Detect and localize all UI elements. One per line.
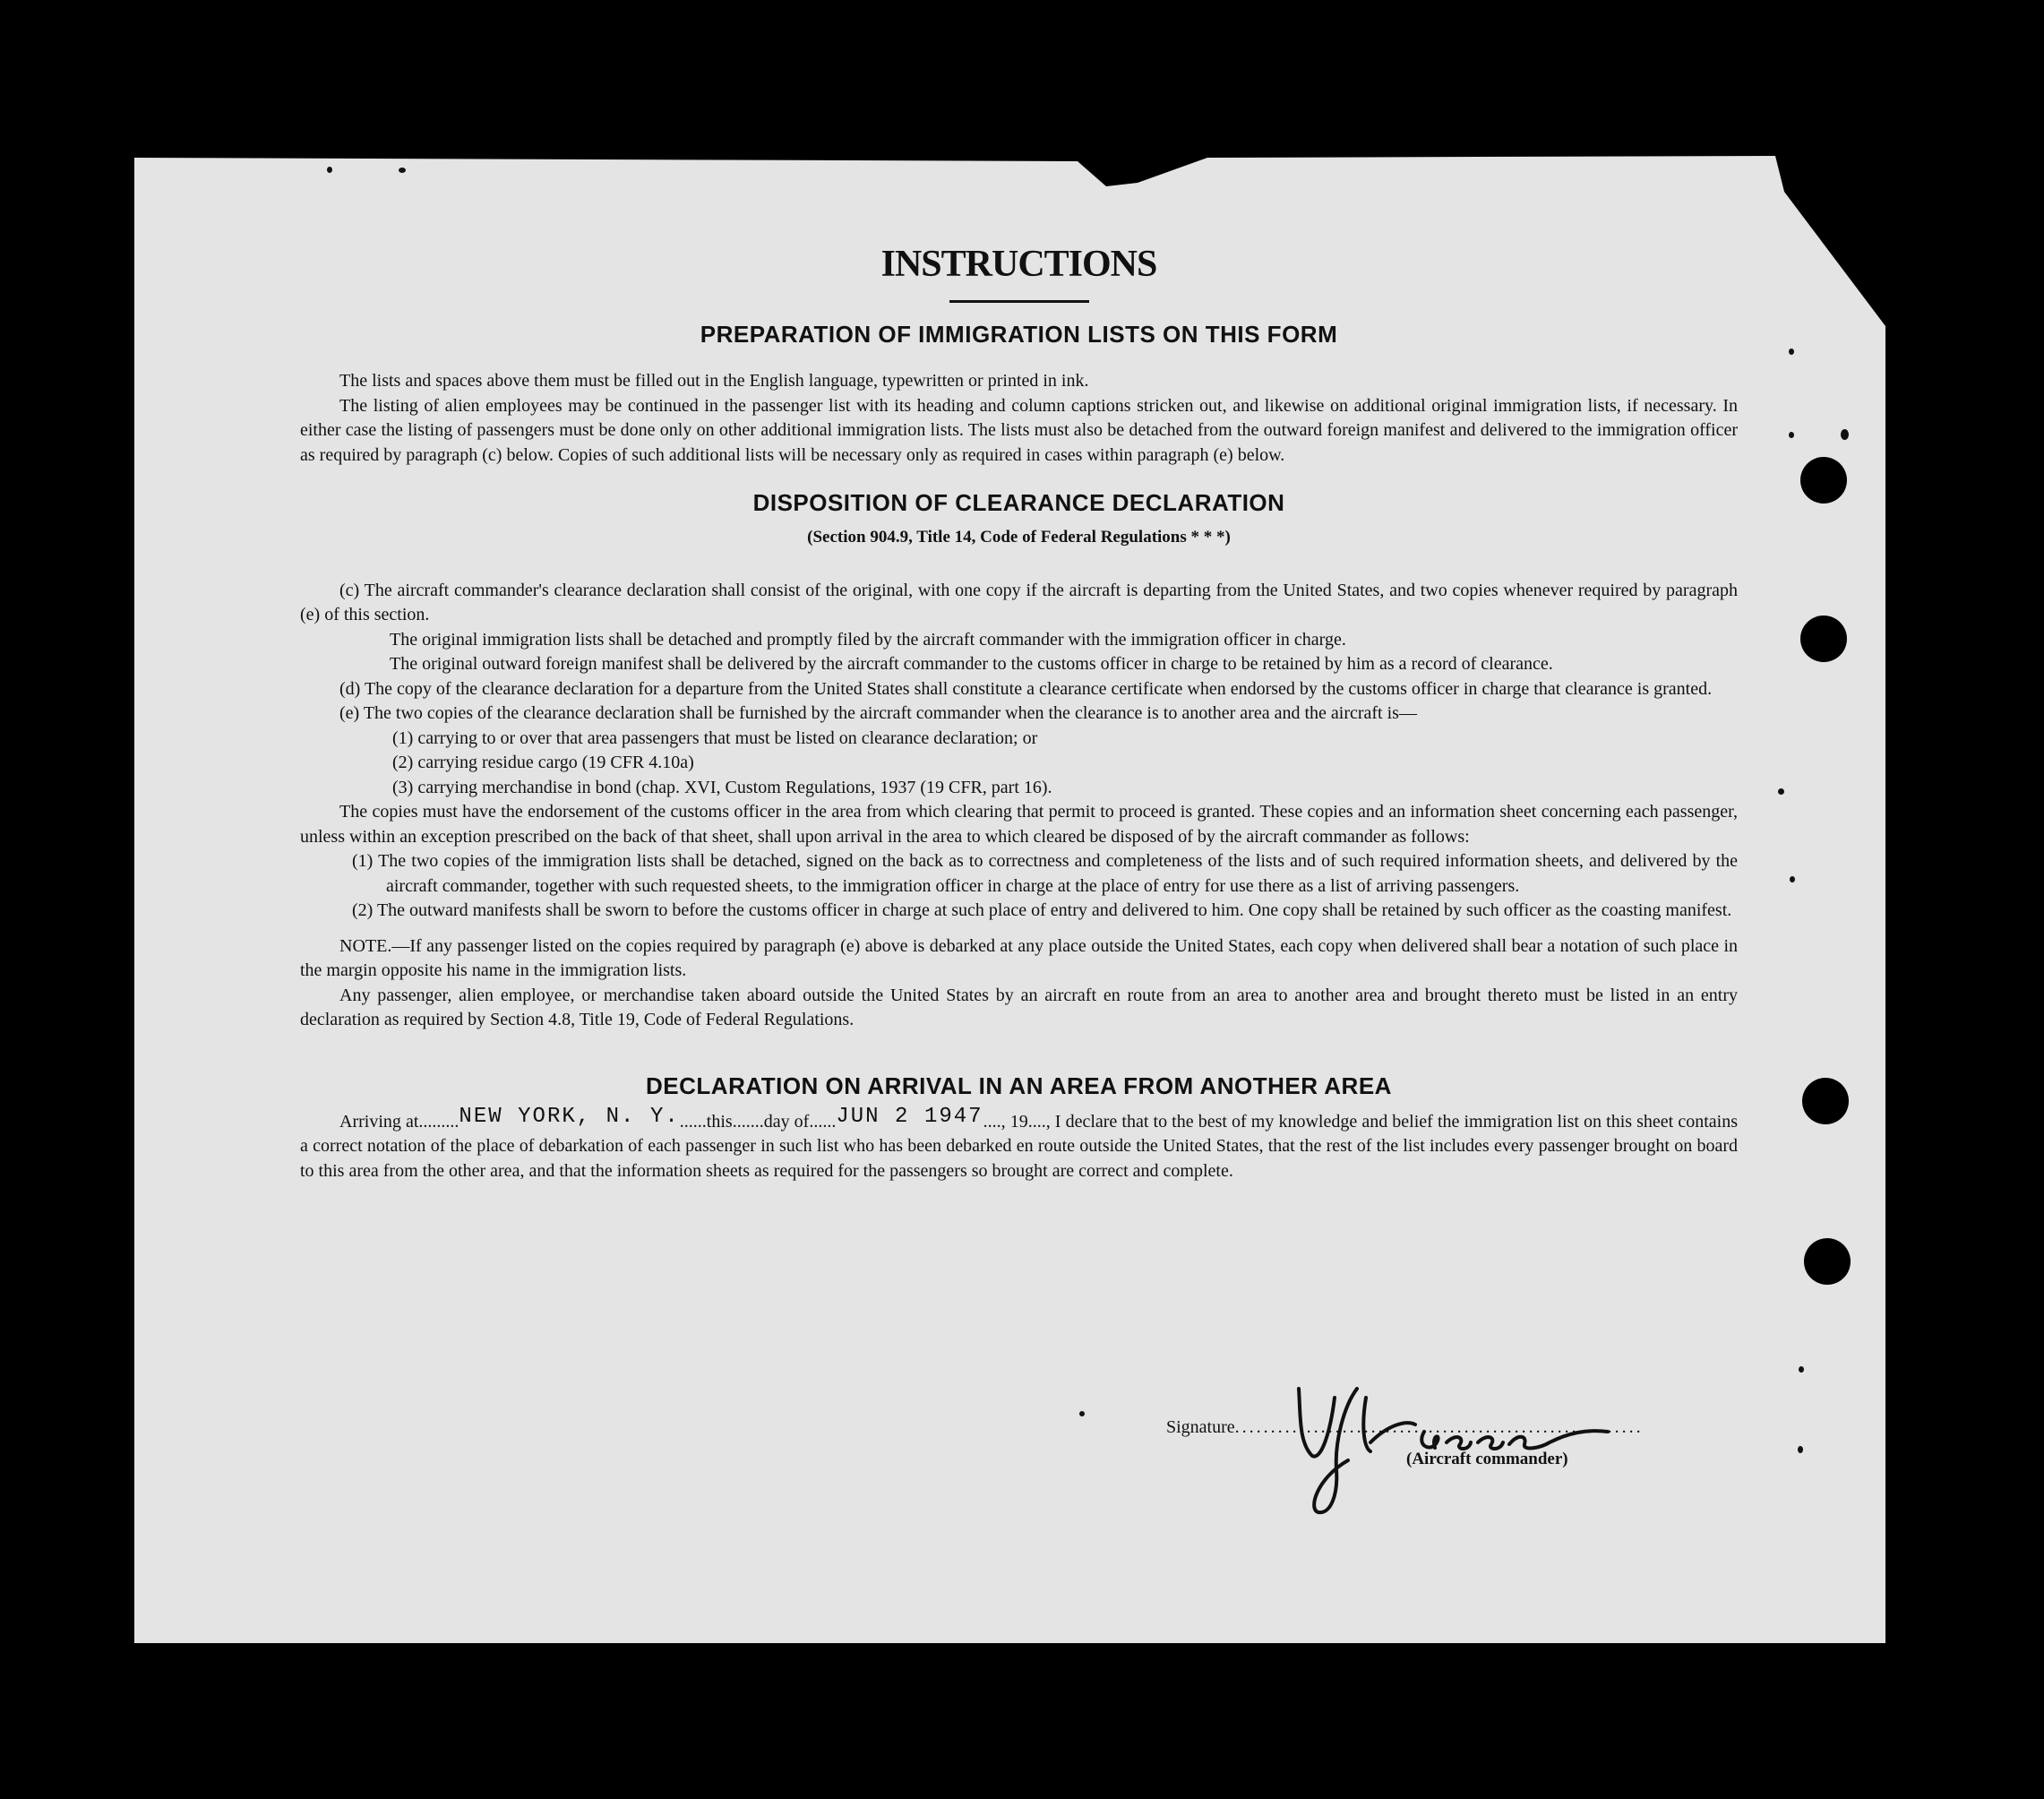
arriving-label: Arriving at [339, 1111, 419, 1132]
signature-caption: (Aircraft commander) [1406, 1450, 1568, 1468]
this-label: this [706, 1111, 733, 1132]
declaration-paragraph: Arriving at.........NEW YORK, N. Y.......this.......day of......JUN 2 1947...., 19...., I declare that to the best of my knowledge and belief the immigration list on this sheet contains a correct notation of the place of debarkation of each passenger in such list who has been debarked en route outside the United States, that the rest of the list includes every passenger brought on board to this area from the other area, and that the information sheets as required for the passengers so brought are correct and complete. [300, 1104, 1738, 1181]
paragraph: The original immigration lists shall be detached and promptly filed by the aircraft commander with the immigration officer in charge. [390, 629, 1346, 650]
speck [1778, 788, 1784, 795]
speck [327, 167, 332, 173]
instructions-body [300, 237, 1738, 1184]
list-item: (2) carrying residue cargo (19 CFR 4.10a) [392, 753, 694, 772]
note-paragraph: NOTE.—If any passenger listed on the copies required by paragraph (e) above is debarked at any place outside the United States, each copy when delivered shall bear a notation of such place in the margin opposite his name in the immigration lists. [300, 935, 1738, 980]
arrival-place: NEW YORK, N. Y. [459, 1104, 680, 1129]
section-heading-disposition: DISPOSITION OF CLEARANCE DECLARATION [752, 489, 1285, 516]
section-heading-declaration: DECLARATION ON ARRIVAL IN AN AREA FROM ANOTHER AREA [646, 1072, 1392, 1099]
paragraph-c: (c) The aircraft commander's clearance declaration shall consist of the original, with one copy if the aircraft is departing from the United States, and two copies whenever required by paragraph (e) of this section. [300, 580, 1738, 624]
list-item: (3) carrying merchandise in bond (chap. XVI, Custom Regulations, 1937 (19 CFR, part 16). [392, 777, 1052, 797]
signature-label: Signature [1166, 1417, 1235, 1437]
declaration-text: , I declare that to the best of my knowledge and belief the immigration list on this sheet contains a correct notation of the place of debarkation of each passenger in such list who has been debarked en route outside the United States, that the rest of the list includes every passenger brought on board to this area from the other area, and that the information sheets as required for the passengers so brought are correct and complete. [300, 1111, 1738, 1181]
speck [1789, 432, 1794, 438]
speck [1079, 1411, 1085, 1416]
signature-line: Signature......................................................... [1166, 1417, 1644, 1437]
punch-hole [1800, 615, 1847, 662]
punch-hole [1800, 457, 1847, 504]
list-item: (2) The outward manifests shall be sworn to before the customs officer in charge at such place of entry and delivered to him. One copy shall be retained by such officer as the coasting manifest. [352, 900, 1732, 920]
page-title: INSTRUCTIONS [880, 244, 1157, 285]
speck [1789, 349, 1794, 355]
speck [1841, 429, 1849, 440]
arrival-date: JUN 2 1947 [836, 1104, 983, 1129]
paragraph-text: The original outward foreign manifest shall be delivered by the aircraft commander to the customs officer in charge to be retained by him as a record of clearance. [390, 654, 1553, 674]
day-label: day of [763, 1111, 810, 1132]
section-subheading: (Section 904.9, Title 14, Code of Federal Regulations * * *) [807, 528, 1231, 547]
punch-hole [1802, 1078, 1849, 1124]
speck [1798, 1446, 1803, 1453]
punch-hole [1804, 1238, 1851, 1285]
list-item: (1) carrying to or over that area passengers that must be listed on clearance declaration; or [392, 727, 1038, 748]
paragraph: Any passenger, alien employee, or merchandise taken aboard outside the United States by an aircraft en route from an area to another area and brought thereto must be listed in an entry declaration as required by Section 4.8, Title 19, Code of Federal Regulations. [300, 985, 1738, 1029]
paragraph: The listing of alien employees may be continued in the passenger list with its heading and column captions stricken out, and likewise on additional original immigration lists, if necessary. In either case the listing of passengers must be done only on other additional immigration lists. The lists must also be detached from the outward foreign manifest and delivered to the immigration officer as required by paragraph (c) below. Copies of such additional lists will be necessary only as required in cases within paragraph (e) below. [300, 395, 1738, 465]
year-prefix: 19 [1009, 1111, 1028, 1132]
speck [399, 168, 406, 173]
paragraph: The lists and spaces above them must be filled out in the English language, typewritten or printed in ink. [339, 371, 1089, 391]
speck [1799, 1366, 1804, 1373]
section-heading-preparation: PREPARATION OF IMMIGRATION LISTS ON THIS FORM [700, 321, 1338, 348]
paragraph: The copies must have the endorsement of the customs officer in the area from which clearing that permit to proceed is granted. These copies and an information sheet concerning each passenger, unless within an exception prescribed on the back of that sheet, shall upon arrival in the area to which cleared be disposed of by the aircraft commander as follows: [300, 802, 1738, 847]
speck [1790, 876, 1795, 882]
handwritten-signature [1281, 1371, 1621, 1523]
paragraph-d: (d) The copy of the clearance declaration for a departure from the United States shall constitute a clearance certificate when endorsed by the customs officer in charge that clearance is granted. [339, 678, 1713, 699]
paragraph [300, 652, 1738, 677]
list-item: (1) The two copies of the immigration lists shall be detached, signed on the back as to correctness and completeness of the lists and of such required information sheets, and delivered by the aircraft commander, together with such requested sheets, to the immigration officer in charge at the place of entry for use there as a list of arriving passengers. [352, 851, 1738, 896]
title-rule [949, 300, 1089, 303]
paragraph-e: (e) The two copies of the clearance declaration shall be furnished by the aircraft commander when the clearance is to another area and the aircraft is— [339, 703, 1417, 723]
